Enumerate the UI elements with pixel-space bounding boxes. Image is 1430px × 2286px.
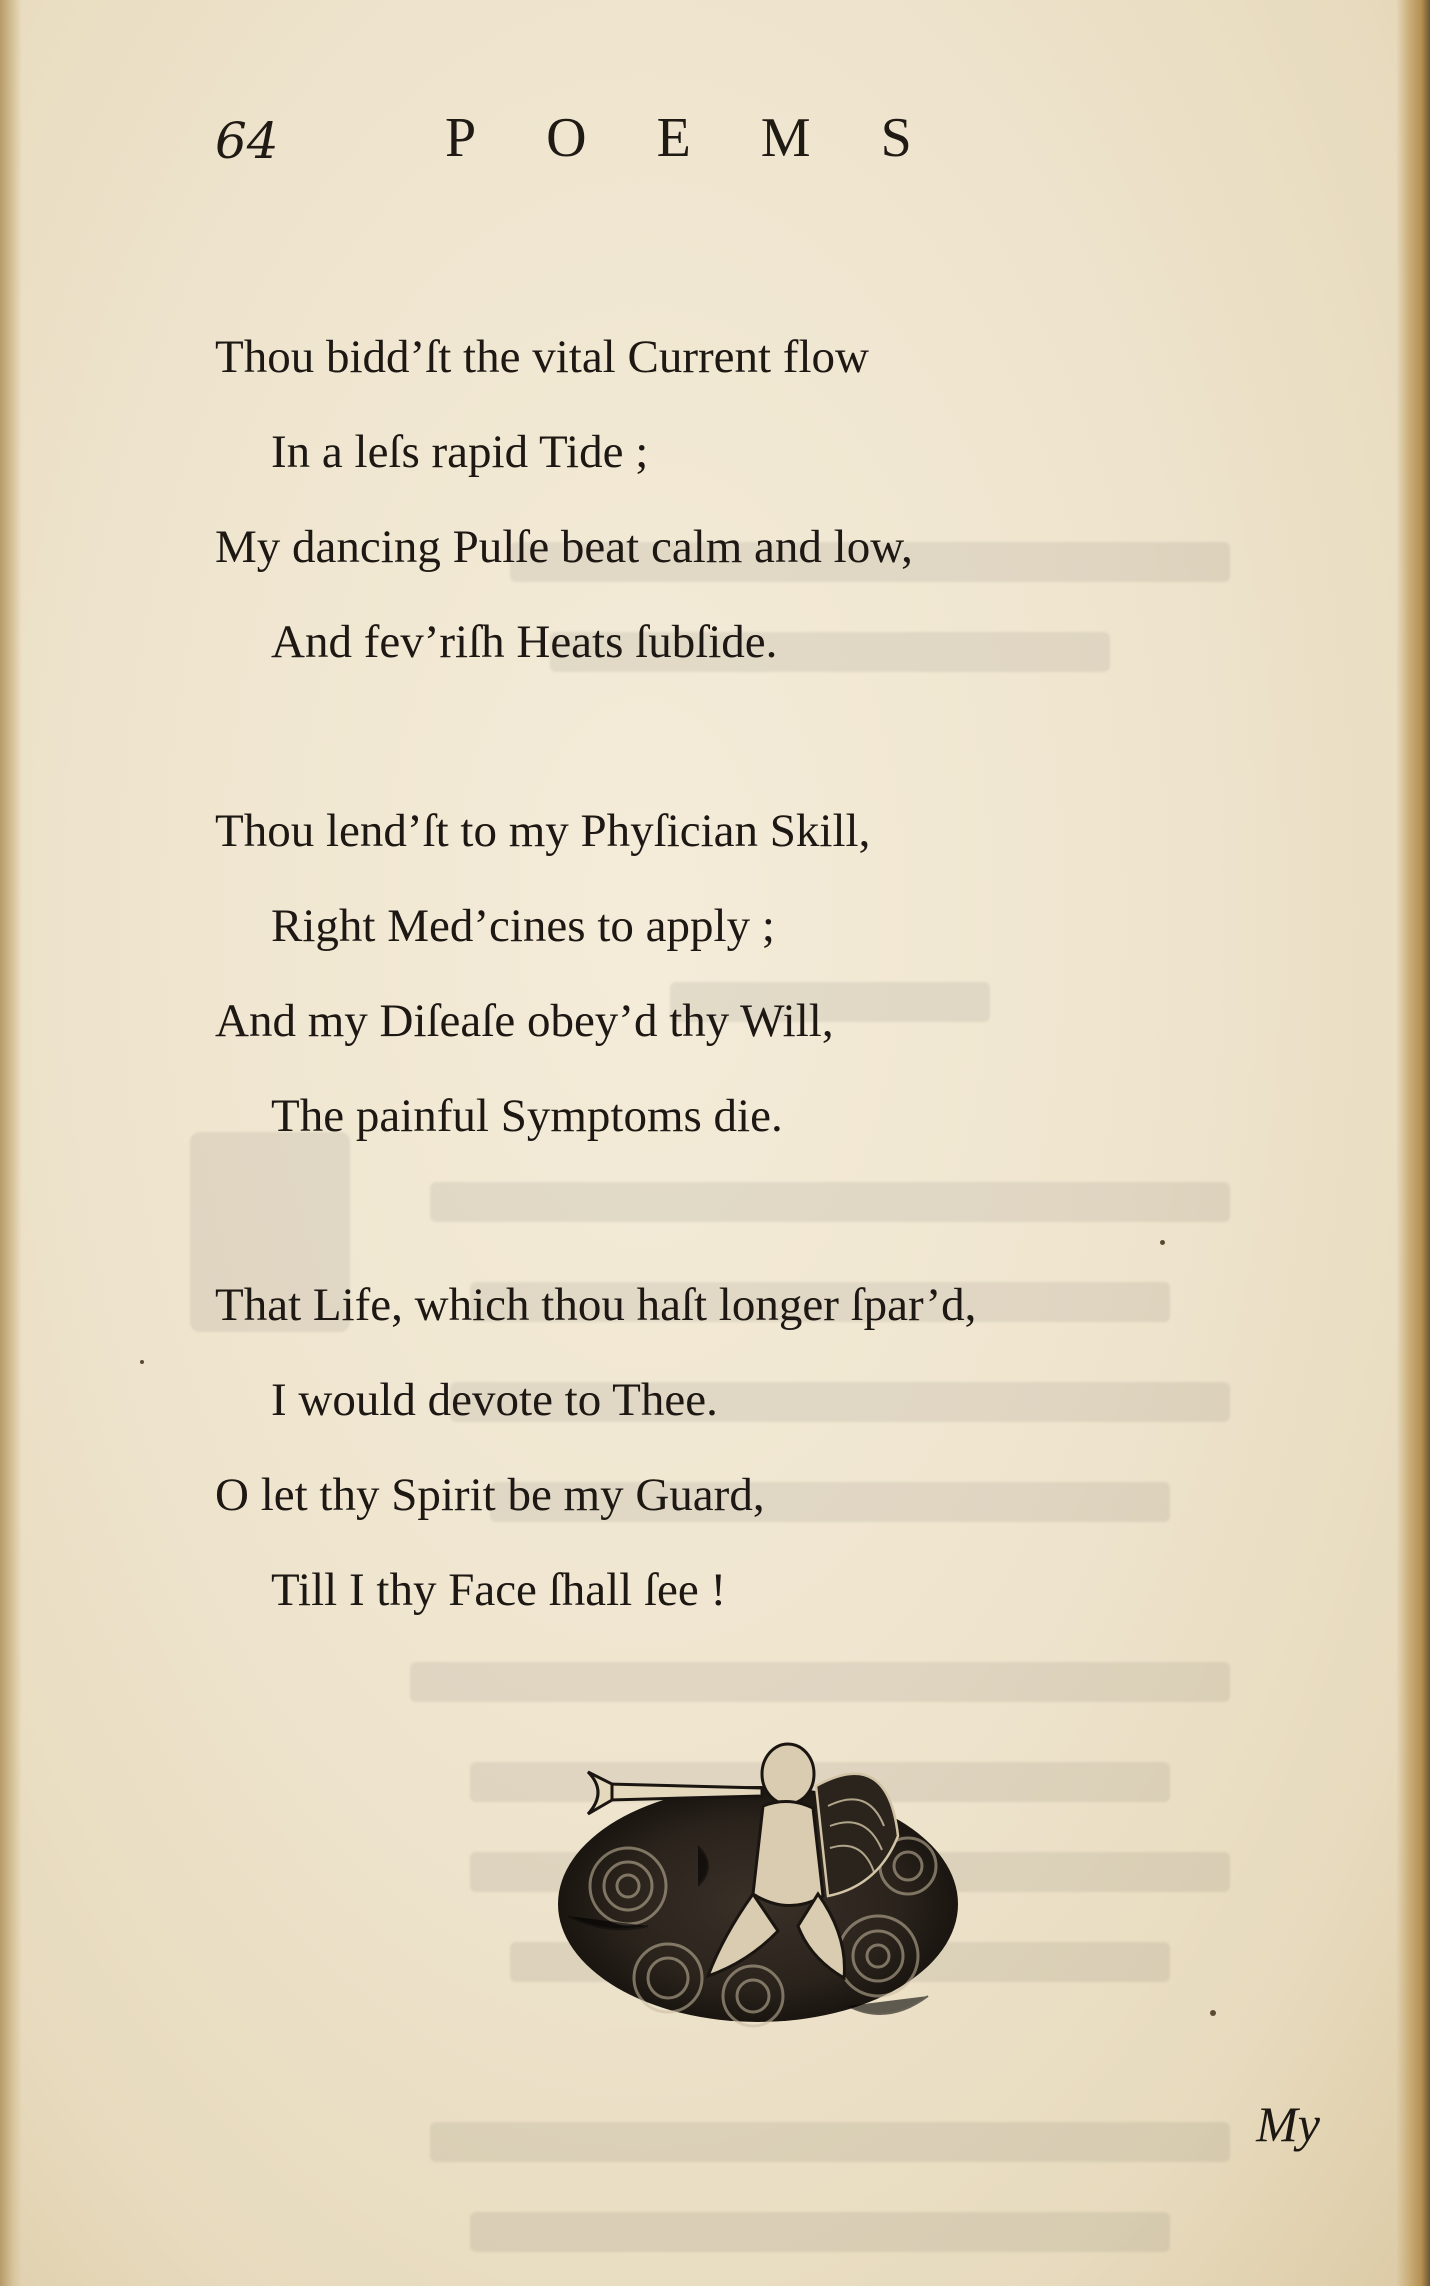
angel-trumpet-vignette-icon [548,1726,968,2046]
poem-body [215,310,1215,1732]
stanza [215,310,1215,690]
running-head [215,100,1115,180]
stanza [215,1258,1215,1638]
poem-line: And my Diſeaſe obey’d thy Will, [215,995,834,1047]
poem-line: My dancing Pulſe beat calm and low, [215,521,913,573]
paper-speck [1210,2010,1216,2016]
page-gutter [0,0,22,2286]
poem-line: Thou bidd’ſt the vital Current flow [215,331,869,383]
running-title: POEMS [445,107,982,169]
poem-line: In a leſs rapid Tide ; [271,426,649,478]
poem-line: Right Med’cines to apply ; [271,900,775,952]
paper-speck [1160,1240,1165,1245]
poem-line: I would devote to Thee. [271,1374,718,1426]
poem-line: That Life, which thou haſt longer ſpar’d, [215,1279,977,1331]
poem-line: And fev’riſh Heats ſubſide. [271,616,778,668]
stanza [215,784,1215,1164]
poem-line: Thou lend’ſt to my Phyſician Skill, [215,805,871,857]
page-edge [1396,0,1430,2286]
catchword: My [1256,2096,1320,2152]
poem-line: O let thy Spirit be my Guard, [215,1469,765,1521]
poem-line: The painful Symptoms die. [271,1090,783,1142]
poem-line: Till I thy Face ſhall ſee ! [271,1564,727,1616]
paper-speck [140,1360,144,1364]
page-number: 64 [215,112,279,170]
